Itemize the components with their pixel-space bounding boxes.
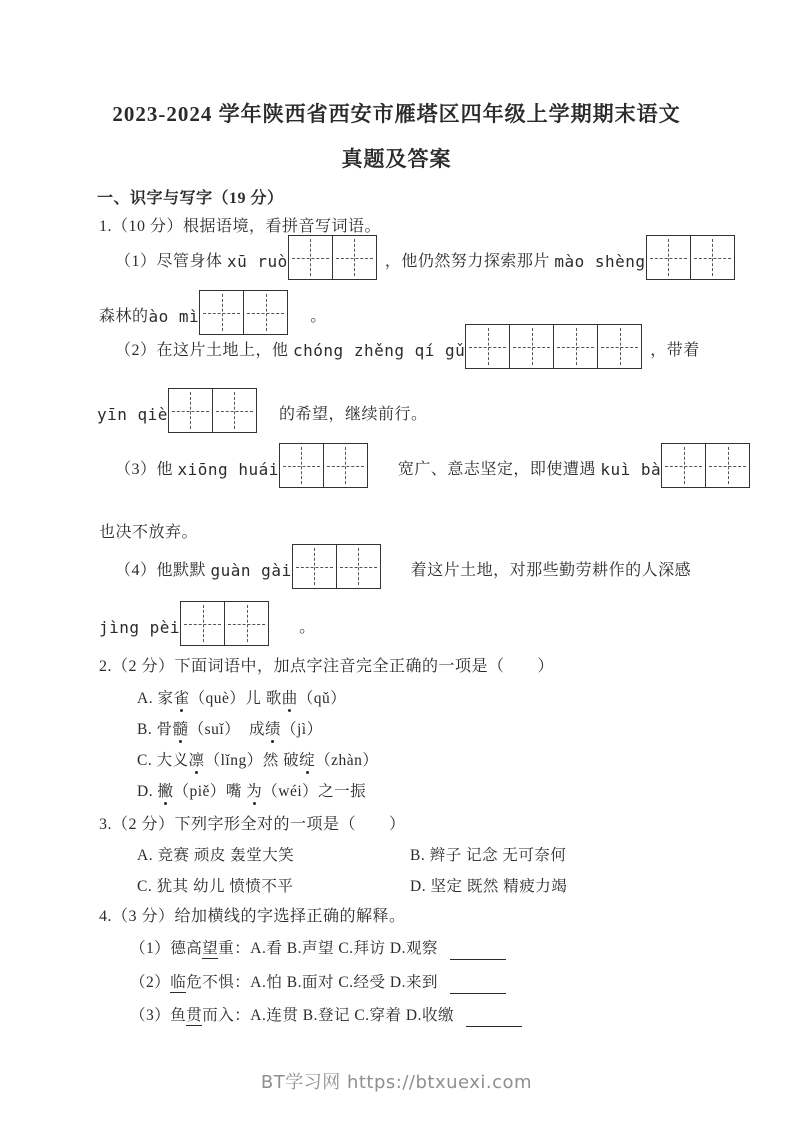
page-title-line1: 2023-2024 学年陕西省西安市雁塔区四年级上学期期末语文 <box>112 102 681 126</box>
text-segment: （piě）嘴 <box>173 783 247 800</box>
q1-part4-text: （4）他默默 <box>115 562 211 579</box>
writing-cell <box>509 325 553 368</box>
q1-part2-line1 <box>115 322 700 369</box>
writing-cell <box>662 444 705 487</box>
writing-cell <box>289 236 332 279</box>
q4-item-3 <box>130 1005 522 1027</box>
q4-item-2 <box>130 972 506 994</box>
q2-option-c <box>137 750 378 772</box>
emphasized-char: 雀 <box>173 690 190 707</box>
q3-option-d: D. 坚定 既然 精疲力竭 <box>410 878 568 895</box>
writing-cell <box>169 389 212 432</box>
section-heading: 一、识字与写字（19 分） <box>97 190 284 207</box>
q1-part1-period: 。 <box>310 308 327 325</box>
q1-part4-line2 <box>99 599 316 646</box>
pinyin-chong-zheng-qi-gu: chóng zhěng qí gǔ <box>293 341 466 360</box>
text-segment: （1）德高 <box>130 940 203 957</box>
writing-cell <box>293 545 336 588</box>
emphasized-char: 为 <box>246 783 263 800</box>
text-segment: （3）鱼 <box>130 1007 187 1024</box>
q3-option-a: A. 竞赛 顽皮 轰堂大笑 <box>137 847 295 864</box>
q1-stem: 1.（10 分）根据语境，看拼音写词语。 <box>99 218 382 235</box>
q1-part4-line1 <box>115 542 691 589</box>
q2-option-d <box>137 781 366 803</box>
q1-part2-text: （2）在这片土地上，他 <box>115 342 294 359</box>
text-segment: 而入：A.连贯 B.登记 C.穿着 D.收缴 <box>202 1007 454 1024</box>
writing-grid <box>465 324 642 369</box>
q1-part1-text: （1）尽管身体 <box>115 253 228 270</box>
q1-part3-text2: 宽广、意志坚定，即使遭遇 <box>397 461 601 478</box>
emphasized-char: 凛 <box>188 752 205 769</box>
emphasized-char: 绽 <box>299 752 316 769</box>
writing-cell <box>280 444 323 487</box>
pinyin-mao-sheng: mào shèng <box>554 252 646 271</box>
text-segment: D. <box>137 783 158 800</box>
q1-part1-text3: 森林的 <box>99 308 149 325</box>
emphasized-char: 髓 <box>172 721 189 738</box>
text-segment: 重：A.看 B.声望 C.拜访 D.观察 <box>218 940 438 957</box>
writing-cell <box>332 236 376 279</box>
emphasized-char: 绩 <box>264 721 281 738</box>
writing-cell <box>466 325 509 368</box>
answer-blank <box>450 943 506 960</box>
writing-cell <box>690 236 734 279</box>
q3-option-c: C. 犹其 幼儿 愤愤不平 <box>137 878 294 895</box>
writing-grid <box>661 443 750 488</box>
q1-part2-line2 <box>97 386 427 433</box>
text-segment: （qǔ） <box>297 690 347 707</box>
writing-grid <box>292 544 381 589</box>
text-segment: 危不惧：A.怕 B.面对 C.经受 D.来到 <box>186 974 438 991</box>
text-segment: （què）儿 歌 <box>189 690 282 707</box>
q1-part2-text3: 的希望，继续前行。 <box>278 406 428 423</box>
q2-option-a <box>137 688 346 710</box>
pinyin-guan-gai: guàn gài <box>210 561 292 580</box>
q2-option-b <box>137 719 323 741</box>
writing-cell <box>323 444 367 487</box>
q2-stem: 2.（2 分）下面词语中，加点字注音完全正确的一项是（ ） <box>99 658 555 675</box>
q1-part4-text2: 着这片土地，对那些勤劳耕作的人深感 <box>410 562 692 579</box>
text-segment: （jì） <box>280 721 323 738</box>
text-segment: （suǐ） 成 <box>188 721 265 738</box>
writing-cell <box>224 602 268 645</box>
q1-part2-text2: ，带着 <box>650 342 700 359</box>
q3-option-b: B. 辫子 记念 无可奈何 <box>410 847 567 864</box>
text-segment: A. 家 <box>137 690 174 707</box>
writing-cell <box>597 325 641 368</box>
page-title-line2: 真题及答案 <box>341 147 452 171</box>
writing-cell <box>705 444 749 487</box>
q4-stem: 4.（3 分）给加横线的字选择正确的解释。 <box>99 908 406 925</box>
writing-cell <box>647 236 690 279</box>
text-segment: （zhàn） <box>315 752 379 769</box>
q1-part3-line1 <box>115 441 750 488</box>
text-segment: （lǐng）然 破 <box>204 752 300 769</box>
underlined-char: 贯 <box>186 1007 203 1024</box>
writing-grid <box>646 235 735 280</box>
footer-watermark: BT学习网 https://btxuexi.com <box>260 1072 533 1093</box>
q1-part3-text: （3）他 <box>115 461 178 478</box>
writing-grid <box>288 235 377 280</box>
q1-part4-period: 。 <box>299 619 316 636</box>
writing-grid <box>168 388 257 433</box>
pinyin-jing-pei: jìng pèi <box>99 618 181 637</box>
underlined-char: 临 <box>170 974 187 991</box>
text-segment: （wéi）之一振 <box>262 783 367 800</box>
q4-item-1 <box>130 938 506 960</box>
pinyin-ao-mi: ào mì <box>148 307 200 326</box>
text-segment: （2） <box>130 974 171 991</box>
writing-cell <box>181 602 224 645</box>
text-segment: B. 骨 <box>137 721 173 738</box>
q1-part1-text2: ，他仍然努力探索那片 <box>384 253 555 270</box>
answer-blank <box>450 977 506 994</box>
writing-grid <box>180 601 269 646</box>
pinyin-xiong-huai: xiōng huái <box>177 460 279 479</box>
writing-cell <box>212 389 256 432</box>
writing-grid <box>279 443 368 488</box>
emphasized-char: 撇 <box>157 783 174 800</box>
emphasized-char: 曲 <box>281 690 298 707</box>
text-segment: C. 大义 <box>137 752 189 769</box>
answer-blank <box>466 1010 522 1027</box>
pinyin-yin-qie: yīn qiè <box>97 405 168 424</box>
pinyin-xu-ruo: xū ruò <box>227 252 288 271</box>
underlined-char: 望 <box>202 940 219 957</box>
q3-stem: 3.（2 分）下列字形全对的一项是（ ） <box>99 816 406 833</box>
pinyin-kui-ba: kuì bà <box>600 460 662 479</box>
q1-part1-line1 <box>115 233 735 280</box>
writing-cell <box>553 325 597 368</box>
writing-cell <box>336 545 380 588</box>
q1-part3-line2: 也决不放弃。 <box>99 524 199 541</box>
